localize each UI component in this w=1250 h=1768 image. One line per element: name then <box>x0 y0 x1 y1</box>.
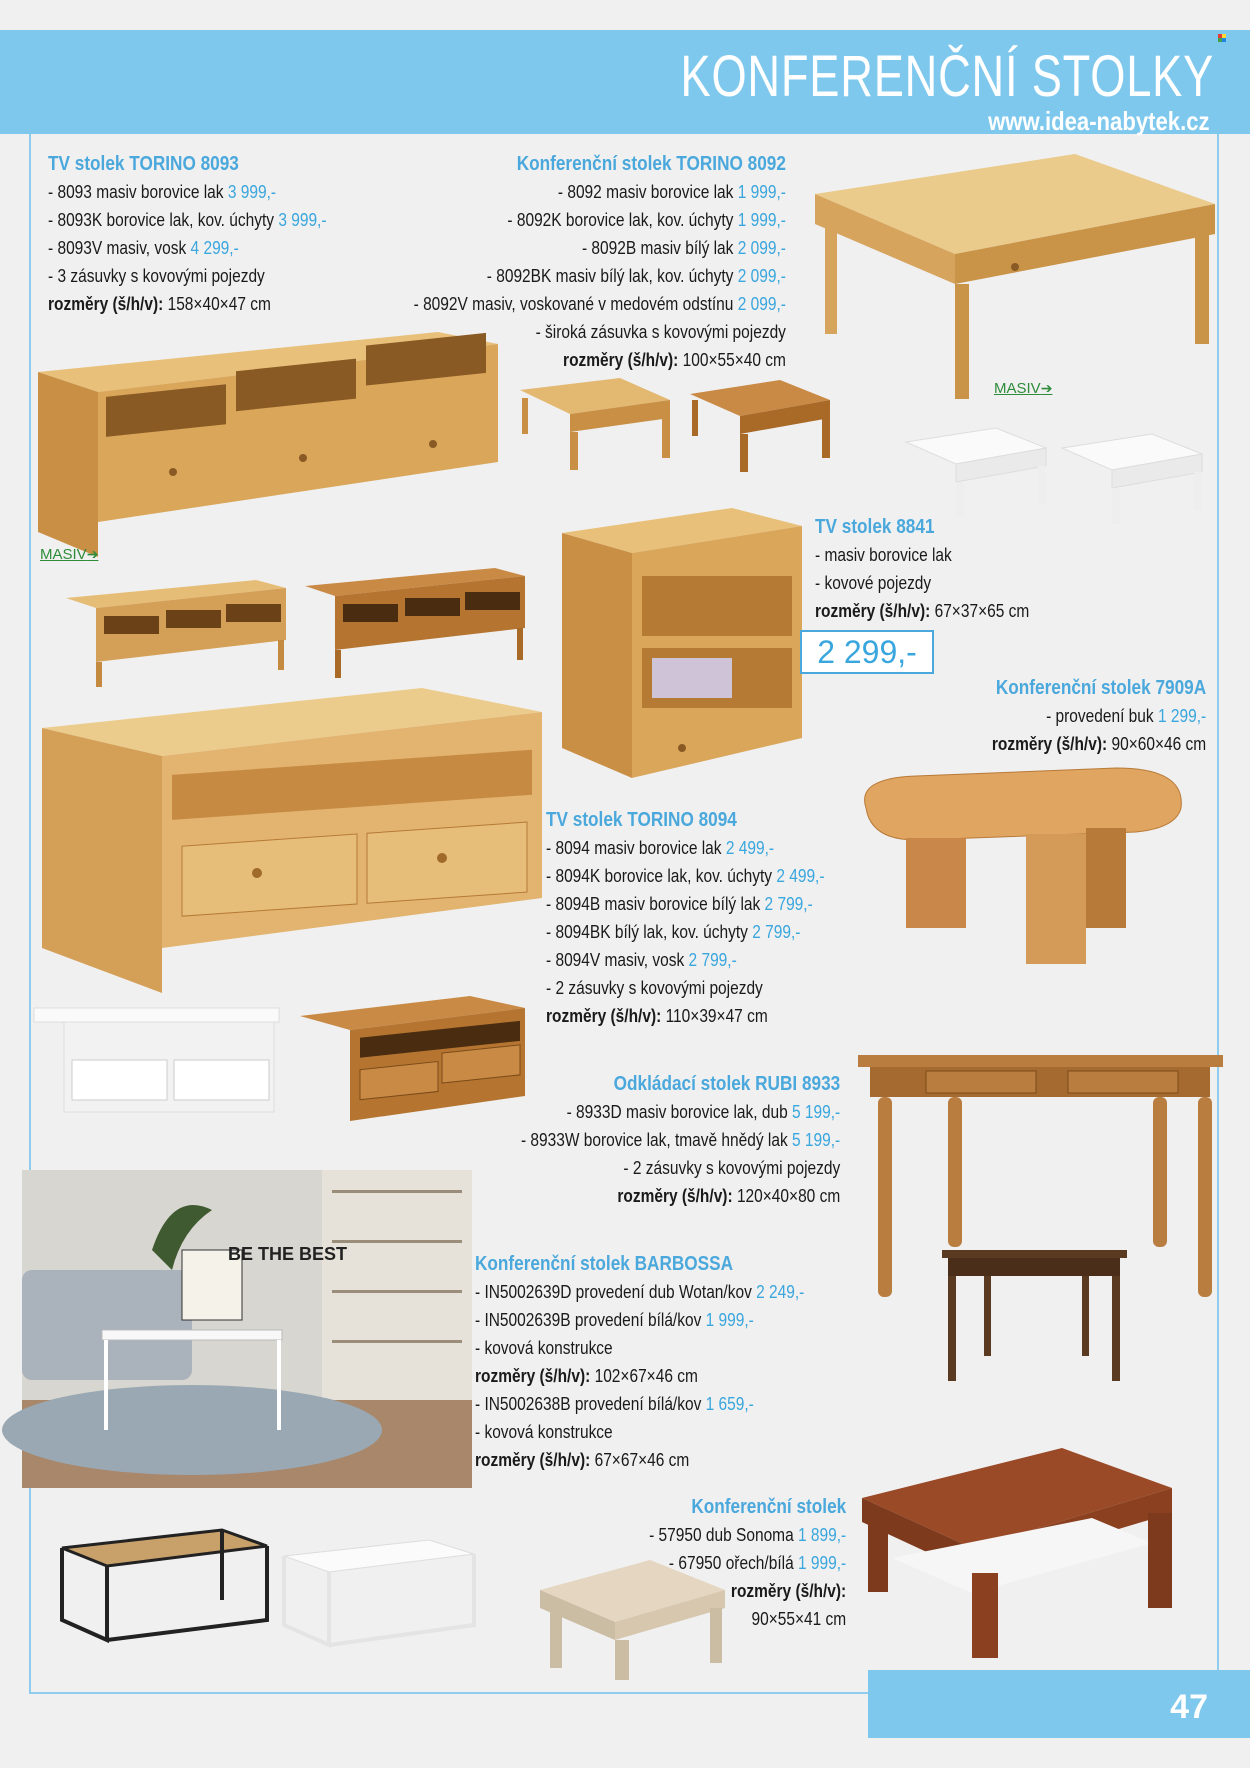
dimensions: 67×37×65 cm <box>934 601 1030 621</box>
product-barbossa <box>475 1250 858 1474</box>
variant-line: - 8092BK masiv bílý lak, kov. úchyty <box>486 266 734 286</box>
price: 1 659,- <box>705 1394 754 1414</box>
poster-text: BE THE BEST <box>228 1244 348 1264</box>
feature-line: - 3 zásuvky s kovovými pojezdy <box>48 266 265 286</box>
price: 2 099,- <box>737 266 786 286</box>
variant-line: - provedení buk <box>1045 706 1154 726</box>
price: 2 499,- <box>725 838 775 858</box>
product-coffee-table-sonoma <box>617 1493 846 1633</box>
price: 4 299,- <box>190 238 239 258</box>
price: 1 999,- <box>797 1553 846 1573</box>
variant-line: - 8094V masiv, vosk <box>546 950 685 970</box>
dimensions: 102×67×46 cm <box>594 1366 698 1386</box>
product-torino-8094 <box>546 806 870 1030</box>
living-room-photo <box>22 1170 472 1488</box>
variant-line: - 8092K borovice lak, kov. úchyty <box>507 210 734 230</box>
price: 2 499,- <box>776 866 825 886</box>
feature-line: - široká zásuvka s kovovými pojezdy <box>535 322 786 342</box>
feature-line: - kovová konstrukce <box>475 1338 613 1358</box>
coffee-table-torino-8092-variant-white-image <box>906 428 1046 523</box>
price: 1 299,- <box>1157 706 1206 726</box>
dimensions: 90×55×41 cm <box>751 1609 846 1629</box>
price: 3 999,- <box>278 210 327 230</box>
dimensions: 67×67×46 cm <box>594 1450 690 1470</box>
dimensions-label: rozměry (š/h/v): <box>48 294 164 314</box>
coffee-table-torino-8092-variant-lacquer-image <box>520 378 670 473</box>
dimensions-label: rozměry (š/h/v): <box>815 601 931 621</box>
variant-line: - 8092 masiv borovice lak <box>557 182 734 202</box>
tv-stand-torino-8093-variant-light-image <box>66 580 286 690</box>
variant-line: - IN5002639B provedení bílá/kov <box>475 1310 702 1330</box>
product-torino-8092 <box>353 150 786 374</box>
console-table-rubi-8933-dark-brown-image <box>942 1250 1127 1385</box>
variant-line: - 8093V masiv, vosk <box>48 238 187 258</box>
price: 2 799,- <box>688 950 737 970</box>
coffee-table-torino-8092-variant-white-knobs-image <box>1062 434 1202 529</box>
price: 1 999,- <box>737 182 786 202</box>
dimensions: 90×60×46 cm <box>1111 734 1206 754</box>
product-title: TV stolek TORINO 8094 <box>546 809 737 831</box>
page-title: KONFERENČNÍ STOLKY <box>680 44 1214 109</box>
variant-line: - 8093K borovice lak, kov. úchyty <box>48 210 275 230</box>
dimensions-label: rozměry (š/h/v): <box>730 1581 846 1601</box>
variant-line: - 8092B masiv bílý lak <box>582 238 734 258</box>
variant-line: - 8094BK bílý lak, kov. úchyty <box>546 922 748 942</box>
dimensions-label: rozměry (š/h/v): <box>475 1366 591 1386</box>
price: 2 099,- <box>737 294 786 314</box>
variant-line: - 8093 masiv borovice lak <box>48 182 224 202</box>
dimensions-label: rozměry (š/h/v): <box>475 1450 591 1470</box>
variant-line: - 8933W borovice lak, tmavě hnědý lak <box>520 1130 788 1150</box>
variant-line: - 8094B masiv borovice bílý lak <box>546 894 761 914</box>
tv-stand-torino-8093-variant-wax-image <box>305 568 525 683</box>
coffee-table-67950-walnut-white-image <box>862 1448 1172 1658</box>
website-url[interactable]: www.idea-nabytek.cz <box>988 106 1210 136</box>
variant-line: - 57950 dub Sonoma <box>648 1525 794 1545</box>
product-title: TV stolek TORINO 8093 <box>48 153 239 175</box>
variant-line: - IN5002639D provedení dub Wotan/kov <box>475 1282 752 1302</box>
price: 2 249,- <box>756 1282 805 1302</box>
dimensions-label: rozměry (š/h/v): <box>617 1186 733 1206</box>
coffee-table-torino-8092-variant-wax-image <box>690 380 830 475</box>
tv-stand-torino-8094-white-image <box>34 1008 279 1126</box>
dimensions: 120×40×80 cm <box>736 1186 840 1206</box>
product-tv-8841 <box>815 513 1064 625</box>
product-title: Konferenční stolek <box>691 1496 846 1518</box>
product-title: Konferenční stolek 7909A <box>995 677 1206 699</box>
dimensions: 110×39×47 cm <box>665 1006 768 1026</box>
price: 5 199,- <box>791 1130 840 1150</box>
variant-line: - 8094 masiv borovice lak <box>546 838 722 858</box>
feature-line: - 2 zásuvky s kovovými pojezdy <box>623 1158 840 1178</box>
variant-line: - 8933D masiv borovice lak, dub <box>566 1102 788 1122</box>
product-7909a <box>957 674 1206 758</box>
price: 2 799,- <box>764 894 813 914</box>
product-rubi-8933 <box>469 1070 840 1210</box>
tv-stand-torino-8094-image <box>42 688 542 998</box>
price: 2 799,- <box>752 922 801 942</box>
dimensions-label: rozměry (š/h/v): <box>991 734 1108 754</box>
price: 5 199,- <box>791 1102 840 1122</box>
masiv-tag-left: MASIV➔ <box>40 546 99 563</box>
product-title: Odkládací stolek RUBI 8933 <box>613 1073 840 1095</box>
variant-line: - IN5002638B provedení bílá/kov <box>475 1394 702 1414</box>
product-title: Konferenční stolek BARBOSSA <box>475 1253 734 1275</box>
dimensions: 100×55×40 cm <box>682 350 786 370</box>
dimensions-label: rozměry (š/h/v): <box>563 350 679 370</box>
product-torino-8093 <box>48 150 372 318</box>
feature-line: - kovové pojezdy <box>815 573 932 593</box>
price: 2 099,- <box>737 238 786 258</box>
coffee-table-7909a-beech-image <box>856 768 1186 988</box>
variant-line: - 67950 ořech/bílá <box>668 1553 794 1573</box>
coffee-table-barbossa-oak-image <box>62 1530 267 1655</box>
variant-line: - 8092V masiv, voskované v medovém odstínu <box>413 294 734 314</box>
page-number: 47 <box>1170 1688 1208 1726</box>
price: 1 999,- <box>737 210 786 230</box>
coffee-table-torino-8092-image <box>815 154 1215 414</box>
tv-stand-8841-image <box>562 508 802 778</box>
product-title: TV stolek 8841 <box>815 516 935 538</box>
price: 1 999,- <box>705 1310 754 1330</box>
price-box: 2 299,- <box>800 630 934 674</box>
price: 1 899,- <box>797 1525 846 1545</box>
price: 3 999,- <box>227 182 277 202</box>
feature-line: - kovová konstrukce <box>475 1422 613 1442</box>
dimensions-label: rozměry (š/h/v): <box>546 1006 662 1026</box>
product-title: Konferenční stolek TORINO 8092 <box>516 153 786 175</box>
feature-line: - masiv borovice lak <box>815 545 952 565</box>
feature-line: - 2 zásuvky s kovovými pojezdy <box>546 978 763 998</box>
coffee-table-barbossa-white-image <box>284 1540 474 1655</box>
masiv-tag-right: MASIV➔ <box>994 380 1053 397</box>
dimensions: 158×40×47 cm <box>167 294 271 314</box>
variant-line: - 8094K borovice lak, kov. úchyty <box>546 866 773 886</box>
brand-logo-icon <box>1218 34 1226 42</box>
